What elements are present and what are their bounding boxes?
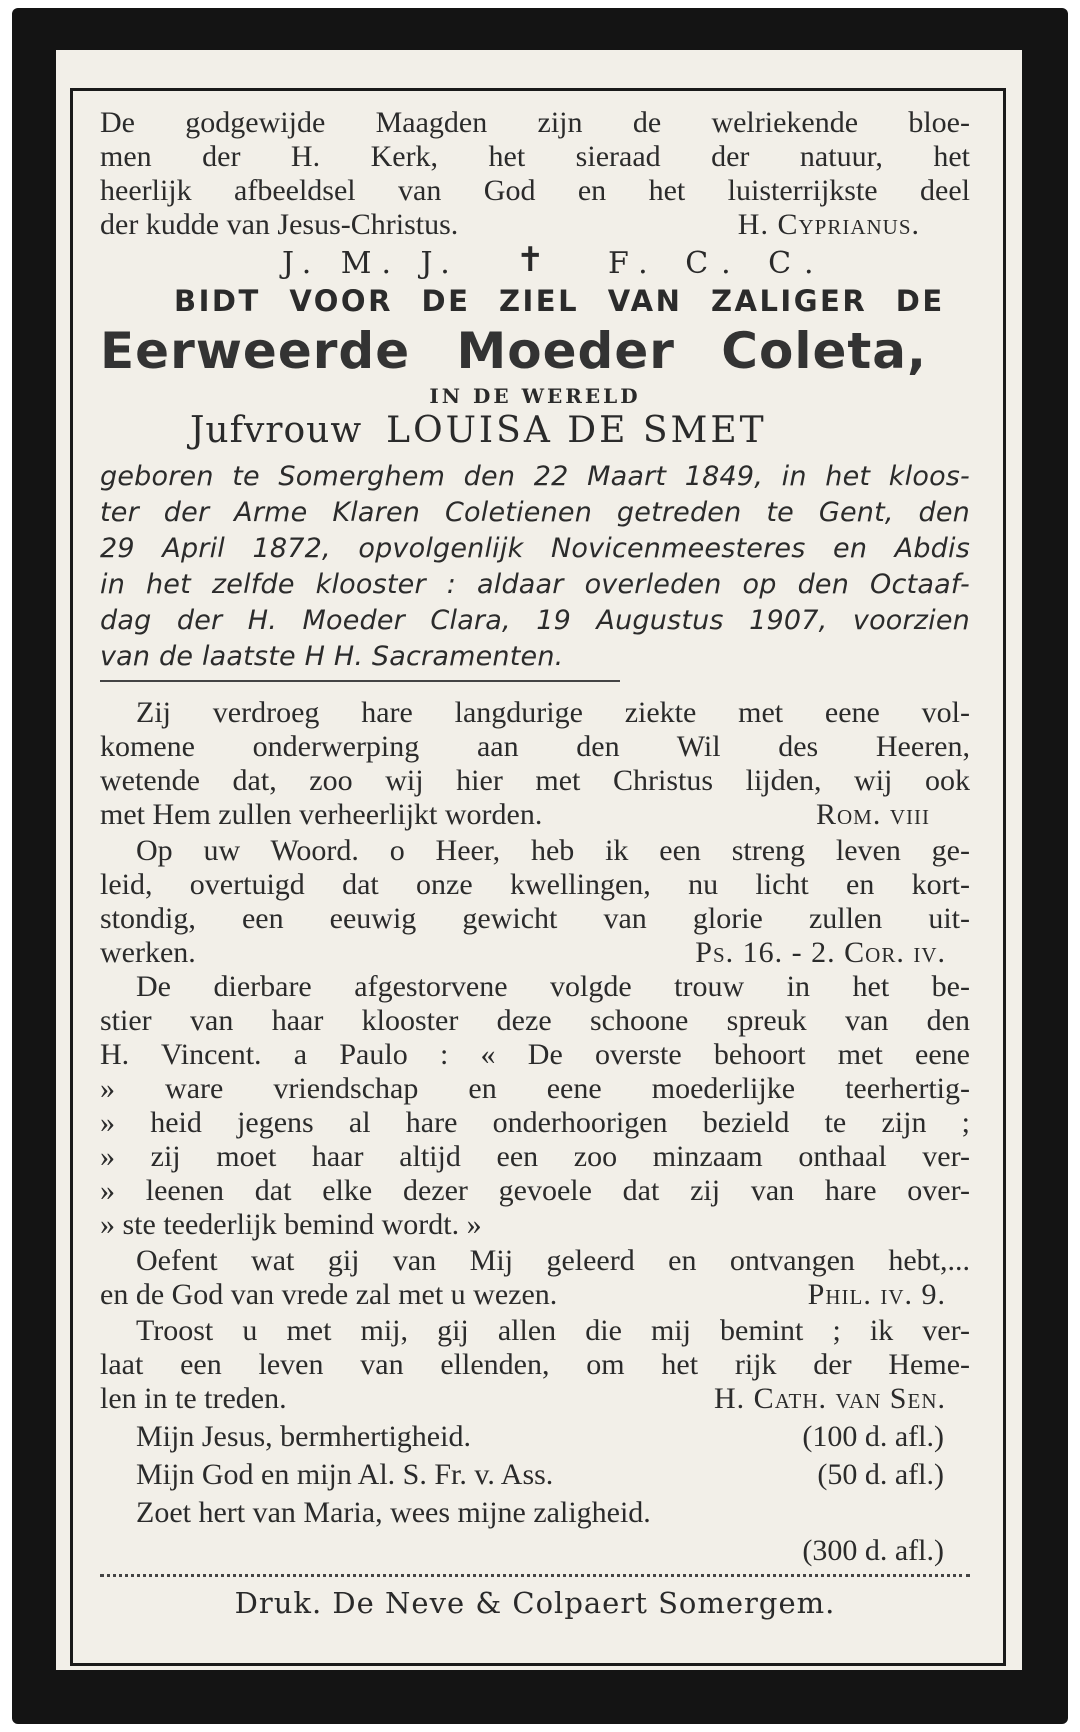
paragraph-line: » ware vriendschap en eene moederlijke teerhertig-: [100, 1072, 970, 1105]
scripture-reference: H. Cath. van Sen.: [714, 1382, 946, 1415]
paragraph-line: » leenen dat elke dezer gevoele dat zij van hare over-: [100, 1174, 970, 1207]
scripture-reference: Phil. iv. 9.: [807, 1278, 946, 1311]
paragraph-line: stier van haar klooster deze schoone spreuk van den: [100, 1004, 970, 1037]
prayer-call: BIDT VOOR DE ZIEL VAN ZALIGER DE: [174, 284, 945, 318]
monogram-right: F. C. C.: [608, 246, 828, 281]
paragraph-line: leid, overtuigd dat onze kwellingen, nu licht en kort-: [100, 868, 970, 901]
indulgence-note: (300 d. afl.): [802, 1534, 944, 1567]
indulgence-note: (100 d. afl.): [802, 1420, 944, 1453]
secular-prefix: Jufvrouw: [190, 410, 363, 451]
paragraph-line: Troost u met mij, gij allen die mij bemint ; ik ver-: [136, 1314, 970, 1347]
secular-name: [190, 410, 767, 451]
paragraph-line: wetende dat, zoo wij hier met Christus lijden, wij ook: [100, 764, 970, 797]
paragraph-line: Op uw Woord. o Heer, heb ik een streng leven ge-: [136, 834, 970, 867]
biography-line: geboren te Somerghem den 22 Maart 1849, in het kloos-: [100, 461, 970, 492]
printer-credit: Druk. De Neve & Colpaert Somergem.: [234, 1586, 836, 1620]
dotted-divider: [100, 1574, 970, 1577]
quote-line: men der H. Kerk, het sieraad der natuur, het: [100, 140, 970, 173]
paragraph-last-line: » ste teederlijk bemind wordt. »: [100, 1208, 482, 1241]
biography-line: 29 April 1872, opvolgenlijk Novicenmeesteres en Abdis: [100, 533, 970, 564]
indulgence-prayer: Mijn God en mijn Al. S. Fr. v. Ass.: [136, 1458, 554, 1491]
divider: [100, 680, 620, 682]
quote-last-line: der kudde van Jesus-Christus.: [100, 208, 459, 241]
paragraph-last-line: met Hem zullen verheerlijkt worden.: [100, 798, 543, 831]
paragraph-line: » heid jegens al hare onderhoorigen bezield te zijn ;: [100, 1106, 970, 1139]
paragraph-line: Zij verdroeg hare langdurige ziekte met eene vol-: [136, 696, 970, 729]
quote-author: H. Cyprianus.: [737, 208, 920, 241]
in-world-label: IN DE WERELD: [429, 384, 641, 408]
page-title: Eerweerde Moeder Coleta,: [100, 322, 928, 380]
paragraph-line: komene onderwerping aan den Wil des Heeren,: [100, 730, 970, 763]
indulgence-prayer: Mijn Jesus, bermhertigheid.: [136, 1420, 471, 1453]
paragraph-line: De dierbare afgestorvene volgde trouw in het be-: [136, 970, 970, 1003]
biography-line: dag der H. Moeder Clara, 19 Augustus 1907, voorzien: [100, 605, 970, 636]
paragraph-last-line: en de God van vrede zal met u wezen.: [100, 1278, 558, 1311]
paragraph-last-line: len in te treden.: [100, 1382, 287, 1415]
monogram-left: J. M. J.: [282, 246, 460, 281]
quote-line: De godgewijde Maagden zijn de welriekende bloe-: [100, 106, 970, 139]
quote-line: heerlijk afbeeldsel van God en het luisterrijkste deel: [100, 174, 970, 207]
indulgence-note: (50 d. afl.): [817, 1458, 944, 1491]
scripture-reference: Ps. 16. - 2. Cor. iv.: [695, 936, 946, 969]
paragraph-line: H. Vincent. a Paulo : « De overste behoort met eene: [100, 1038, 970, 1071]
paragraph-line: laat een leven van ellenden, om het rijk der Heme-: [100, 1348, 970, 1381]
paragraph-last-line: werken.: [100, 936, 196, 969]
secular-full-name: LOUISA DE SMET: [386, 410, 767, 451]
cross-icon: ✝: [516, 240, 545, 280]
paragraph-line: » zij moet haar altijd een zoo minzaam onthaal ver-: [100, 1140, 970, 1173]
biography-last-line: van de laatste H H. Sacramenten.: [100, 641, 564, 672]
scripture-reference: Rom. viii: [816, 798, 930, 831]
biography-line: ter der Arme Klaren Coletienen getreden te Gent, den: [100, 497, 970, 528]
paragraph-line: stondig, een eeuwig gewicht van glorie zullen uit-: [100, 902, 970, 935]
indulgence-prayer: Zoet hert van Maria, wees mijne zaligheid.: [136, 1496, 651, 1529]
biography-line: in het zelfde klooster : aldaar overleden op den Octaaf-: [100, 569, 970, 600]
paragraph-line: Oefent wat gij van Mij geleerd en ontvangen hebt,...: [136, 1244, 970, 1277]
